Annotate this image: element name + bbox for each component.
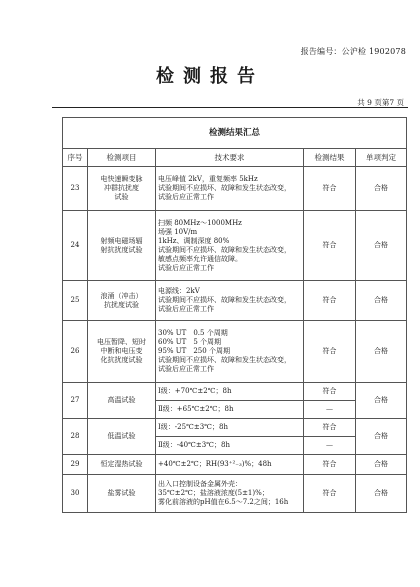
req-line: 试验期间不应损坏、故障和发生状态改变， xyxy=(158,296,291,304)
row-verdict: 合格 xyxy=(356,321,407,383)
col-header-result: 检测结果 xyxy=(304,149,356,167)
row-item xyxy=(88,383,156,419)
req-line: 敏感点频率允许通信故障。 xyxy=(158,254,242,263)
req-line: +40℃±2℃；RH(93⁺²₋₃)%；48h xyxy=(158,460,272,468)
item-line: 盐雾试验 xyxy=(107,489,136,497)
req-line: 电压峰值 2kV，重复频率 5kHz xyxy=(158,175,258,183)
row-no: 24 xyxy=(63,211,88,281)
col-header-item: 检测项目 xyxy=(88,149,156,167)
req-line: 试验后应正常工作 xyxy=(158,193,214,201)
row-requirement: Ⅰ级：+70℃±2℃；8h xyxy=(156,383,304,401)
row-result: 符合 xyxy=(304,167,356,211)
row-item xyxy=(88,419,156,455)
table-row xyxy=(63,281,407,321)
row-result: 符合 xyxy=(304,419,356,437)
req-line: 试验后应正常工作 xyxy=(158,305,214,313)
row-item xyxy=(88,281,156,321)
table-row xyxy=(63,383,407,401)
item-line: 低温试验 xyxy=(107,432,136,440)
col-header-no: 序号 xyxy=(63,149,88,167)
row-result: — xyxy=(304,437,356,455)
table-row xyxy=(63,475,407,513)
row-result: — xyxy=(304,401,356,419)
row-requirement xyxy=(156,281,304,321)
item-line: 射频电磁场辐 xyxy=(100,236,143,245)
table-row xyxy=(63,321,407,383)
row-requirement: Ⅱ级：-40℃±3℃；8h xyxy=(156,437,304,455)
row-verdict: 合格 xyxy=(356,167,407,211)
row-result: 符合 xyxy=(304,211,356,281)
req-line: 60% UT 5 个周期 xyxy=(158,338,222,346)
row-requirement: Ⅱ级：+65℃±2℃；8h xyxy=(156,401,304,419)
row-no: 23 xyxy=(63,167,88,211)
row-requirement xyxy=(156,455,304,475)
row-requirement: Ⅰ级：-25℃±3℃；8h xyxy=(156,419,304,437)
row-verdict: 合格 xyxy=(356,475,407,513)
row-no: 27 xyxy=(63,383,88,419)
item-line: 恒定湿热试验 xyxy=(100,460,143,468)
row-result: 符合 xyxy=(304,455,356,475)
req-line: 电源线：2kV xyxy=(158,287,200,295)
row-item xyxy=(88,167,156,211)
item-line: 射抗扰度试验 xyxy=(100,245,143,254)
item-line: 高温试验 xyxy=(107,396,136,404)
item-line: 试验 xyxy=(114,193,129,201)
page-number: 共 9 页第7 页 xyxy=(357,98,404,107)
req-line: 试验期间不应损坏、故障和发生状态改变， xyxy=(158,245,291,254)
row-no: 26 xyxy=(63,321,88,383)
table-row xyxy=(63,455,407,475)
row-verdict: 合格 xyxy=(356,419,407,455)
row-requirement xyxy=(156,167,304,211)
table-row xyxy=(63,167,407,211)
row-item xyxy=(88,455,156,475)
row-no: 30 xyxy=(63,475,88,513)
item-line: 中断和电压变 xyxy=(100,347,143,355)
item-line: 化抗扰度试验 xyxy=(100,356,143,364)
item-line: 冲群抗扰度 xyxy=(104,184,139,192)
table-row xyxy=(63,419,407,437)
report-number: 报告编号：公沪检 1902078 xyxy=(300,47,406,56)
req-line: 35℃±2℃；盐溶液浓度(5±1)%； xyxy=(158,489,269,497)
req-line: 95% UT 250 个周期 xyxy=(158,347,230,355)
row-requirement xyxy=(156,211,304,281)
row-result: 符合 xyxy=(304,281,356,321)
row-result: 符合 xyxy=(304,321,356,383)
row-requirement xyxy=(156,321,304,383)
table-row xyxy=(63,211,407,281)
req-line: 场强 10V/m xyxy=(158,227,198,236)
header-rule xyxy=(52,107,408,108)
req-line: 扫频 80MHz～1000MHz xyxy=(158,218,242,227)
results-summary-table xyxy=(62,117,407,513)
row-no: 28 xyxy=(63,419,88,455)
req-line: 试验期间不应损坏、故障和发生状态改变， xyxy=(158,184,291,192)
col-header-verdict: 单项判定 xyxy=(356,149,407,167)
row-verdict: 合格 xyxy=(356,211,407,281)
req-line: 出入口控制设备金属外壳： xyxy=(158,480,242,488)
row-requirement xyxy=(156,475,304,513)
header-row xyxy=(63,149,407,167)
row-no: 29 xyxy=(63,455,88,475)
req-line: 30% UT 0.5 个周期 xyxy=(158,329,228,337)
col-header-requirement: 技术要求 xyxy=(156,149,304,167)
row-result: 符合 xyxy=(304,383,356,401)
summary-title: 检测结果汇总 xyxy=(63,118,407,149)
row-verdict: 合格 xyxy=(356,383,407,419)
req-line: 试验后应正常工作 xyxy=(158,263,214,272)
item-line: 浪涌（冲击） xyxy=(100,291,143,300)
report-title: 检测报告 xyxy=(156,66,264,87)
row-no: 25 xyxy=(63,281,88,321)
req-line: 试验期间不应损坏、故障和发生状态改变， xyxy=(158,356,291,364)
item-line: 电压暂降、短时 xyxy=(97,338,146,346)
req-line: 1kHz、调制深度 80% xyxy=(158,236,230,245)
row-item xyxy=(88,475,156,513)
row-result: 符合 xyxy=(304,475,356,513)
req-line: 试验后应正常工作 xyxy=(158,365,214,373)
row-verdict: 合格 xyxy=(356,281,407,321)
row-verdict: 合格 xyxy=(356,455,407,475)
row-item xyxy=(88,321,156,383)
item-line: 电快速瞬变脉 xyxy=(100,175,143,183)
req-line: 雾化前溶液的pH值在6.5～7.2之间；16h xyxy=(158,498,289,506)
row-item xyxy=(88,211,156,281)
item-line: 抗扰度试验 xyxy=(104,300,139,309)
